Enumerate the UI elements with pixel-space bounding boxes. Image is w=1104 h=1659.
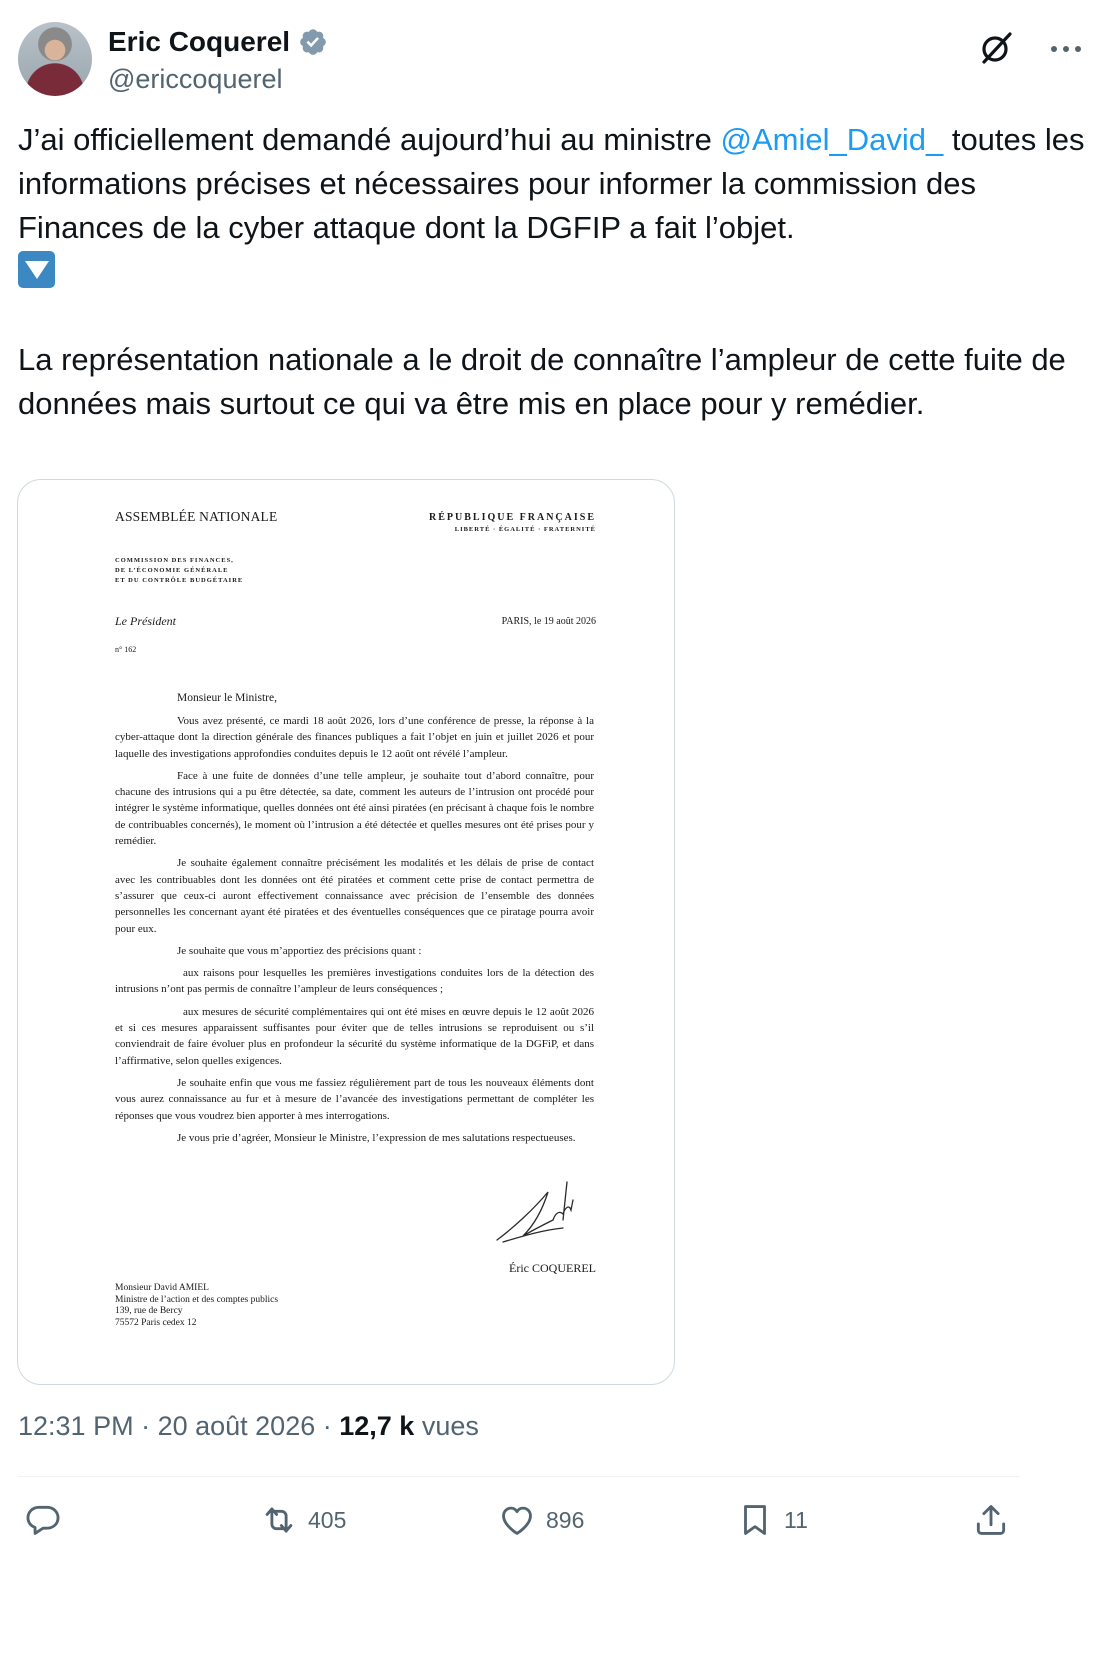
tweet-meta <box>18 1411 479 1442</box>
letter-address-line: Ministre de l’action et des comptes publics <box>115 1294 279 1305</box>
letter-body <box>115 713 594 1152</box>
avatar[interactable] <box>18 22 92 96</box>
letter-paragraph: Je souhaite également connaître précisément les modalités et les délais de prise de contact avec les contribuables dont les données ont été piratées et comment cette prise de contact permettra de s’assurer que ceux-ci auront effectivement connaissance avec précision de l’ensemble des données personnelles les concernant ayant été piratées et des éventuelles conséquences que ce piratage pourra avoir pour eux. <box>115 857 594 935</box>
author-name-row <box>108 26 328 58</box>
author-name[interactable]: Eric Coquerel <box>108 26 291 57</box>
reply-button[interactable] <box>24 1490 62 1550</box>
letter-commission-line: DE L’ÉCONOMIE GÉNÉRALE <box>115 567 229 574</box>
letter-paragraph: Vous avez présenté, ce mardi 18 août 2026, lors d’une conférence de presse, la réponse à la cyber-attaque dont la direction générale des finances publiques a fait l’objet en juin et juillet 2026 et pour laquelle des investigations approfondies conduites depuis le 12 août ont révélé l’ampleur. <box>115 715 594 760</box>
divider <box>18 1476 1020 1477</box>
letter-address-line: 75572 Paris cedex 12 <box>115 1317 197 1328</box>
paragraph-spacer <box>18 294 1088 338</box>
views-label: vues <box>414 1411 479 1441</box>
letter-commission-line: ET DU CONTRÔLE BUDGÉTAIRE <box>115 577 244 584</box>
bookmark-count: 11 <box>784 1506 808 1533</box>
tweet-date[interactable]: 20 août 2026 <box>157 1411 316 1441</box>
letter-address <box>115 1283 278 1329</box>
tweet-media-image[interactable] <box>17 479 675 1385</box>
bookmark-icon <box>736 1501 774 1539</box>
letter-paragraph: Je vous prie d’agréer, Monsieur le Ministre, l’expression de mes salutations respectueuses. <box>177 1131 576 1144</box>
letter-commission <box>115 556 243 586</box>
more-icon[interactable] <box>1046 34 1086 64</box>
letter-republique: RÉPUBLIQUE FRANÇAISE <box>429 512 596 523</box>
grok-icon[interactable] <box>976 28 1016 68</box>
letter-signature-name: Éric COQUEREL <box>509 1261 596 1275</box>
bookmark-button[interactable] <box>736 1490 808 1550</box>
reply-icon <box>24 1501 62 1539</box>
like-count: 896 <box>546 1506 585 1533</box>
tweet-text-part2: toutes les informations précises et nécessaires pour informer la commission des Finances de la cyber attaque dont la DGFIP a fait l’objet. <box>18 122 1085 245</box>
handwritten-signature <box>493 1180 583 1250</box>
tweet-paragraph-1 <box>18 118 1088 294</box>
letter-paragraph: aux raisons pour lesquelles les premières investigations conduites lors de la détection des intrusions n’ont pas permis de connaître l’ampleur de leurs conséquences ; <box>115 967 594 996</box>
like-button[interactable] <box>498 1490 584 1550</box>
verified-badge-icon <box>298 27 328 57</box>
letter-salutation: Monsieur le Ministre, <box>177 692 277 704</box>
letter-number: n° 162 <box>115 645 137 654</box>
mention-link[interactable]: @Amiel_David_ <box>720 122 944 157</box>
letter-date: PARIS, le 19 août 2026 <box>501 616 596 627</box>
letter-president: Le Président <box>115 614 176 628</box>
repost-button[interactable] <box>260 1490 346 1550</box>
down-arrow-emoji-icon <box>18 251 55 288</box>
meta-separator: · <box>315 1411 340 1441</box>
views-count[interactable]: 12,7 k <box>339 1411 415 1441</box>
letter-paragraph: Je souhaite que vous m’apportiez des précisions quant : <box>177 944 422 957</box>
repost-count: 405 <box>308 1506 347 1533</box>
tweet-time[interactable]: 12:31 PM <box>18 1411 134 1441</box>
tweet-paragraph-2: La représentation nationale a le droit de connaître l’ampleur de cette fuite de données mais surtout ce qui va être mis en place pour y remédier. <box>18 342 1066 421</box>
letter-commission-line: COMMISSION DES FINANCES, <box>115 557 234 564</box>
tweet-text-part1: J’ai officiellement demandé aujourd’hui au ministre <box>18 122 721 157</box>
repost-icon <box>260 1501 298 1539</box>
letter-paragraph: Je souhaite enfin que vous me fassiez régulièrement part de tous les nouveaux éléments dont vous aurez connaissance au fur et à mesure de l’avancée des investigations permettant de compléter les réponses que vous voudrez bien apporter à mes interrogations. <box>115 1076 594 1122</box>
tweet-header <box>18 22 1086 102</box>
share-icon <box>972 1501 1010 1539</box>
letter-devise: LIBERTÉ · ÉGALITÉ · FRATERNITÉ <box>454 526 596 533</box>
action-bar <box>0 1490 1104 1550</box>
share-button[interactable] <box>972 1490 1010 1550</box>
like-icon <box>498 1501 536 1539</box>
letter-address-line: 139, rue de Bercy <box>115 1306 183 1316</box>
meta-separator: · <box>133 1411 158 1441</box>
letter-assemblee: ASSEMBLÉE NATIONALE <box>115 509 278 524</box>
author-handle[interactable]: @ericcoquerel <box>108 64 283 94</box>
letter-address-line: Monsieur David AMIEL <box>115 1283 209 1293</box>
letter-document <box>98 480 598 1385</box>
letter-paragraph: Face à une fuite de données d’une telle ampleur, je souhaite tout d’abord connaître, pour chacune des intrusions qui a pu être détectée, sa date, comment les auteurs de l’intrusion ont procédé pour intégrer le système informatique, quelles données ont été ainsi piratées (en précisant à chaque fois le nombre de contribuables concernés), le moment où l’intrusion a été détectée et quelles mesures ont été prises pour y remédier. <box>115 769 594 848</box>
letter-paragraph: aux mesures de sécurité complémentaires qui ont été mises en œuvre depuis le 12 août 2026 et si ces mesures apparaissent suffisantes pour éviter que de telles intrusions se reproduisent ou s’il conviendrait de faire évoluer plus en profondeur la sécurité du système informatique de la DGFiP, et dans l’affirmative, selon quelles exigences. <box>115 1005 594 1067</box>
tweet-text <box>18 118 1088 426</box>
